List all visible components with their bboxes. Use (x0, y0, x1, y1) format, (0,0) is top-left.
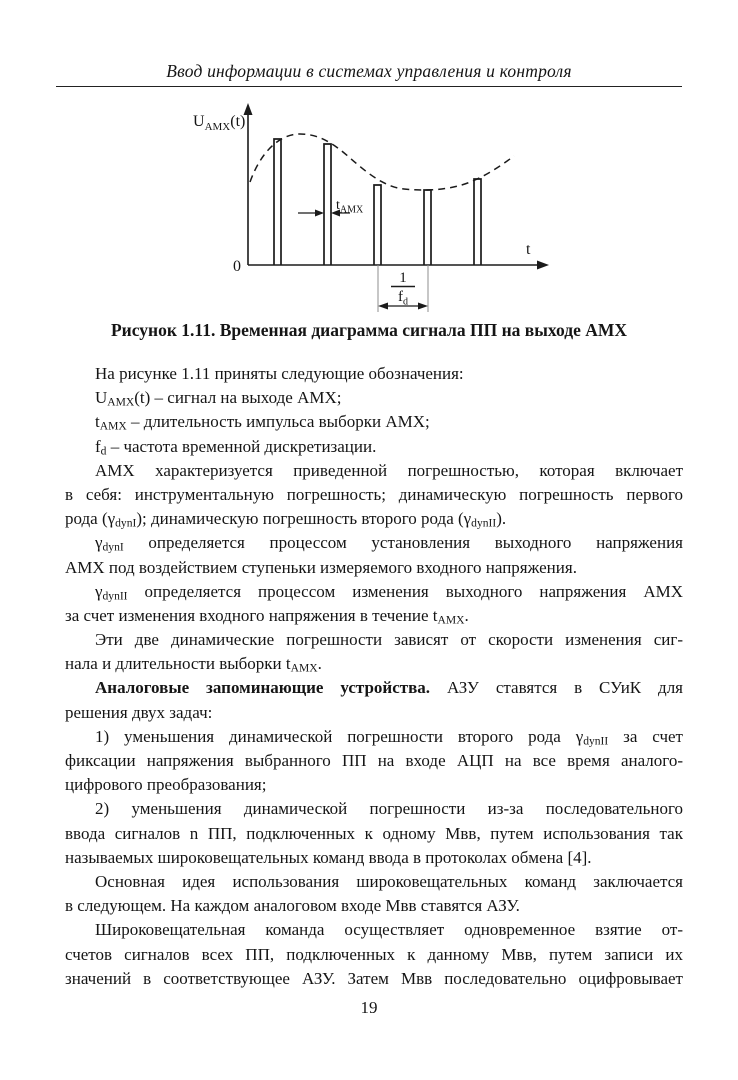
text-line: рода $(\gamma_{dynI})$; динамическую погрешность второго рода $(\gamma_{dynII})$. (65, 509, 507, 530)
text-line: цифрового преобразования; (65, 775, 267, 795)
text-line: АМХ под воздействием ступеньки измеряемого входного напряжения. (65, 557, 577, 577)
text-line: Широковещательная команда осуществляет одновременное взятие от- (95, 920, 683, 940)
text-line: ввода сигналов n ПП, подключенных к одному Мвв, путем использования так (65, 823, 683, 843)
text-line: $\gamma_{dynI}$ определяется процессом установления выходного напряжения (95, 533, 683, 554)
pulse (424, 190, 431, 265)
y-axis-label: $U_{АМХ}(t)$ (193, 113, 246, 133)
pulse (474, 179, 481, 265)
pulse-width-label: $t_{АМХ}$ (336, 198, 364, 216)
arrow-right-icon (418, 303, 428, 310)
sample-pulses (274, 139, 481, 265)
period-denominator: $f_d$ (398, 289, 408, 308)
text-line: счетов сигналов всех ПП, подключенных к данному Мвв, путем записи их (65, 944, 683, 964)
timing-diagram-svg (190, 98, 560, 315)
sampling-period-annotation (378, 265, 428, 312)
text-line: 1) уменьшения динамической погрешности второго рода $\gamma_{dynII}$ за счет (95, 726, 683, 748)
figure-timing-diagram (190, 98, 560, 315)
text-line: Эти две динамические погрешности зависят от скорости изменения сиг- (95, 630, 683, 650)
x-axis-label: t (526, 241, 531, 258)
running-header: Ввод информации в системах управления и контроля (166, 61, 572, 81)
text-line: 2) уменьшения динамической погрешности из-за последовательного (95, 799, 683, 819)
text-line: решения двух задач: (65, 702, 213, 722)
body-text (65, 362, 683, 991)
text-line: На рисунке 1.11 приняты следующие обозначения: (95, 364, 464, 383)
text-line: называемых широковещательных команд ввода в протоколах обмена [4]. (65, 847, 592, 867)
page-number: 19 (360, 998, 378, 1017)
text-line: фиксации напряжения выбранного ПП на входе АЦП на все время аналого- (65, 751, 683, 770)
text-line: в себя: инструментальную погрешность; динамическую погрешность первого (65, 484, 683, 504)
period-numerator: 1 (399, 270, 407, 286)
text-line: $f_d$ – частота временной дискретизации. (95, 436, 377, 458)
pulse (274, 139, 281, 265)
text-line: нала и длительности выборки $t_{АМХ}$. (65, 654, 322, 675)
text-line: в следующем. На каждом аналоговом входе Мвв ставятся АЗУ. (65, 896, 520, 916)
text-line: значений в соответствующее АЗУ. Затем Мвв последовательно оцифровывает (65, 968, 683, 988)
arrow-left-icon (378, 303, 388, 310)
text-line: АМХ характеризуется приведенной погрешностью, которая включает (95, 460, 683, 480)
text-line: за счет изменения входного напряжения в течение $t_{АМХ}$. (65, 605, 469, 627)
pulse (374, 185, 381, 265)
text-line: $U_{АМХ}(t)$ – сигнал на выходе АМХ; (95, 388, 342, 409)
figure-caption: Рисунок 1.11. Временная диаграмма сигнала ПП на выходе АМХ (110, 320, 628, 340)
origin-label: 0 (233, 258, 241, 275)
text-line: $t_{АМХ}$ – длительность импульса выборки АМХ; (95, 412, 430, 433)
x-axis-arrow-icon (537, 261, 549, 270)
header-rule (56, 86, 682, 87)
text-line: Основная идея использования широковещательных команд заключается (95, 871, 683, 891)
text-line: $\gamma_{dynII}$ определяется процессом изменения выходного напряжения АМХ (95, 581, 683, 603)
arrow-right-icon (315, 210, 324, 217)
text-line: Аналоговые запоминающие устройства. АЗУ ставятся в СУиК для (95, 678, 684, 698)
pulse (324, 144, 331, 265)
